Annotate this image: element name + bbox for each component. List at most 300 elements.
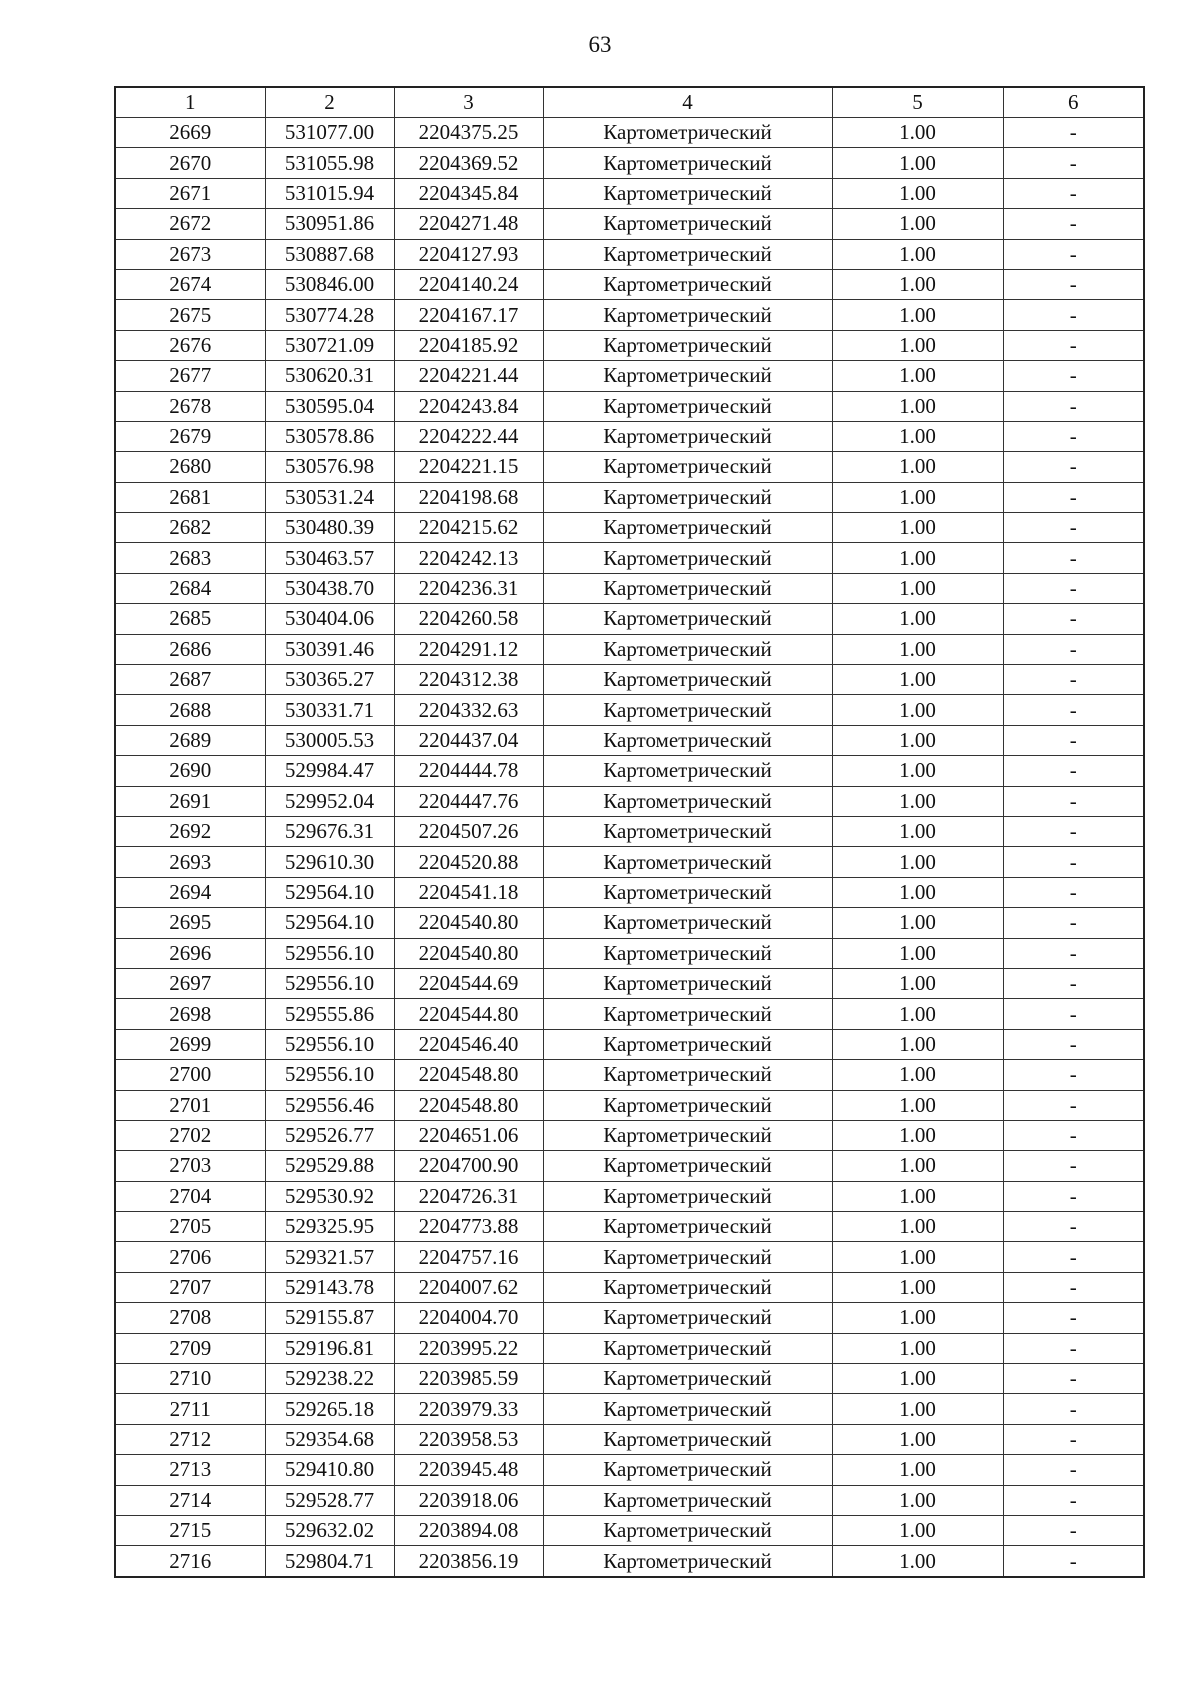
cell-note: - — [1003, 543, 1144, 573]
table-row — [115, 695, 1144, 725]
cell-point-number: 2682 — [115, 513, 265, 543]
cell-x-coordinate: 530887.68 — [265, 239, 394, 269]
column-header-6: 6 — [1003, 87, 1144, 118]
cell-point-number: 2673 — [115, 239, 265, 269]
table-row — [115, 665, 1144, 695]
cell-y-coordinate: 2204726.31 — [394, 1181, 543, 1211]
cell-note: - — [1003, 1090, 1144, 1120]
cell-y-coordinate: 2204437.04 — [394, 725, 543, 755]
table-row — [115, 908, 1144, 938]
cell-y-coordinate: 2204198.68 — [394, 482, 543, 512]
cell-x-coordinate: 529265.18 — [265, 1394, 394, 1424]
cell-x-coordinate: 529564.10 — [265, 877, 394, 907]
table-row — [115, 756, 1144, 786]
cell-x-coordinate: 530365.27 — [265, 665, 394, 695]
cell-method: Картометрический — [543, 1515, 832, 1545]
cell-x-coordinate: 529556.10 — [265, 1060, 394, 1090]
cell-accuracy: 1.00 — [832, 1515, 1003, 1545]
cell-x-coordinate: 529410.80 — [265, 1455, 394, 1485]
cell-note: - — [1003, 999, 1144, 1029]
cell-accuracy: 1.00 — [832, 877, 1003, 907]
cell-accuracy: 1.00 — [832, 665, 1003, 695]
cell-x-coordinate: 529555.86 — [265, 999, 394, 1029]
cell-method: Картометрический — [543, 239, 832, 269]
cell-y-coordinate: 2204291.12 — [394, 634, 543, 664]
table-row — [115, 1546, 1144, 1577]
cell-point-number: 2710 — [115, 1364, 265, 1394]
table-row — [115, 209, 1144, 239]
cell-accuracy: 1.00 — [832, 1181, 1003, 1211]
cell-x-coordinate: 529556.10 — [265, 1029, 394, 1059]
cell-note: - — [1003, 1060, 1144, 1090]
table-row — [115, 1181, 1144, 1211]
cell-note: - — [1003, 634, 1144, 664]
cell-note: - — [1003, 725, 1144, 755]
cell-x-coordinate: 529804.71 — [265, 1546, 394, 1577]
cell-x-coordinate: 529530.92 — [265, 1181, 394, 1211]
cell-x-coordinate: 530404.06 — [265, 604, 394, 634]
cell-method: Картометрический — [543, 1242, 832, 1272]
cell-accuracy: 1.00 — [832, 999, 1003, 1029]
cell-accuracy: 1.00 — [832, 938, 1003, 968]
cell-accuracy: 1.00 — [832, 1151, 1003, 1181]
table-row — [115, 148, 1144, 178]
cell-accuracy: 1.00 — [832, 1364, 1003, 1394]
cell-point-number: 2693 — [115, 847, 265, 877]
table-row — [115, 1029, 1144, 1059]
cell-method: Картометрический — [543, 1485, 832, 1515]
cell-note: - — [1003, 1181, 1144, 1211]
cell-y-coordinate: 2203995.22 — [394, 1333, 543, 1363]
cell-note: - — [1003, 300, 1144, 330]
cell-method: Картометрический — [543, 513, 832, 543]
cell-note: - — [1003, 269, 1144, 299]
table-row — [115, 573, 1144, 603]
cell-point-number: 2684 — [115, 573, 265, 603]
cell-y-coordinate: 2203985.59 — [394, 1364, 543, 1394]
cell-note: - — [1003, 1394, 1144, 1424]
cell-y-coordinate: 2204757.16 — [394, 1242, 543, 1272]
cell-method: Картометрический — [543, 1303, 832, 1333]
cell-y-coordinate: 2204332.63 — [394, 695, 543, 725]
table-row — [115, 1364, 1144, 1394]
cell-method: Картометрический — [543, 543, 832, 573]
cell-x-coordinate: 529526.77 — [265, 1120, 394, 1150]
cell-note: - — [1003, 1272, 1144, 1302]
cell-y-coordinate: 2204242.13 — [394, 543, 543, 573]
cell-note: - — [1003, 1151, 1144, 1181]
page-number: 63 — [588, 32, 612, 57]
cell-point-number: 2685 — [115, 604, 265, 634]
table-row — [115, 452, 1144, 482]
cell-x-coordinate: 530620.31 — [265, 361, 394, 391]
cell-point-number: 2674 — [115, 269, 265, 299]
cell-point-number: 2675 — [115, 300, 265, 330]
cell-method: Картометрический — [543, 209, 832, 239]
cell-note: - — [1003, 695, 1144, 725]
cell-x-coordinate: 530480.39 — [265, 513, 394, 543]
cell-x-coordinate: 529528.77 — [265, 1485, 394, 1515]
cell-x-coordinate: 530846.00 — [265, 269, 394, 299]
cell-method: Картометрический — [543, 1120, 832, 1150]
cell-point-number: 2711 — [115, 1394, 265, 1424]
cell-accuracy: 1.00 — [832, 908, 1003, 938]
cell-x-coordinate: 530595.04 — [265, 391, 394, 421]
cell-method: Картометрический — [543, 908, 832, 938]
cell-accuracy: 1.00 — [832, 1212, 1003, 1242]
table-row — [115, 1151, 1144, 1181]
cell-note: - — [1003, 816, 1144, 846]
cell-y-coordinate: 2204507.26 — [394, 816, 543, 846]
cell-y-coordinate: 2204700.90 — [394, 1151, 543, 1181]
cell-y-coordinate: 2203979.33 — [394, 1394, 543, 1424]
cell-accuracy: 1.00 — [832, 1272, 1003, 1302]
cell-note: - — [1003, 1424, 1144, 1454]
cell-x-coordinate: 530331.71 — [265, 695, 394, 725]
cell-accuracy: 1.00 — [832, 269, 1003, 299]
cell-x-coordinate: 530438.70 — [265, 573, 394, 603]
cell-accuracy: 1.00 — [832, 330, 1003, 360]
cell-point-number: 2716 — [115, 1546, 265, 1577]
cell-note: - — [1003, 148, 1144, 178]
cell-accuracy: 1.00 — [832, 1546, 1003, 1577]
cell-y-coordinate: 2204004.70 — [394, 1303, 543, 1333]
cell-note: - — [1003, 118, 1144, 148]
cell-x-coordinate: 531077.00 — [265, 118, 394, 148]
table-row — [115, 847, 1144, 877]
cell-y-coordinate: 2204221.44 — [394, 361, 543, 391]
cell-x-coordinate: 529556.10 — [265, 938, 394, 968]
table-row — [115, 361, 1144, 391]
cell-method: Картометрический — [543, 452, 832, 482]
cell-note: - — [1003, 968, 1144, 998]
column-header-1: 1 — [115, 87, 265, 118]
cell-accuracy: 1.00 — [832, 604, 1003, 634]
table-row — [115, 513, 1144, 543]
cell-accuracy: 1.00 — [832, 847, 1003, 877]
cell-y-coordinate: 2204651.06 — [394, 1120, 543, 1150]
table-row — [115, 1060, 1144, 1090]
cell-point-number: 2676 — [115, 330, 265, 360]
cell-x-coordinate: 529354.68 — [265, 1424, 394, 1454]
table-row — [115, 300, 1144, 330]
cell-y-coordinate: 2204222.44 — [394, 421, 543, 451]
table-row — [115, 816, 1144, 846]
table-row — [115, 1303, 1144, 1333]
cell-y-coordinate: 2204271.48 — [394, 209, 543, 239]
table-row — [115, 604, 1144, 634]
cell-accuracy: 1.00 — [832, 452, 1003, 482]
cell-accuracy: 1.00 — [832, 573, 1003, 603]
cell-x-coordinate: 530576.98 — [265, 452, 394, 482]
cell-y-coordinate: 2204140.24 — [394, 269, 543, 299]
cell-method: Картометрический — [543, 999, 832, 1029]
cell-method: Картометрический — [543, 725, 832, 755]
table-row — [115, 1120, 1144, 1150]
cell-accuracy: 1.00 — [832, 391, 1003, 421]
cell-x-coordinate: 529238.22 — [265, 1364, 394, 1394]
cell-method: Картометрический — [543, 1029, 832, 1059]
table-row — [115, 269, 1144, 299]
cell-point-number: 2678 — [115, 391, 265, 421]
cell-method: Картометрический — [543, 1394, 832, 1424]
cell-point-number: 2691 — [115, 786, 265, 816]
cell-accuracy: 1.00 — [832, 1394, 1003, 1424]
column-header-2: 2 — [265, 87, 394, 118]
coordinates-table — [114, 86, 1145, 1578]
table-row — [115, 1242, 1144, 1272]
cell-point-number: 2687 — [115, 665, 265, 695]
cell-method: Картометрический — [543, 1455, 832, 1485]
cell-point-number: 2671 — [115, 178, 265, 208]
table-row — [115, 938, 1144, 968]
cell-point-number: 2704 — [115, 1181, 265, 1211]
cell-method: Картометрический — [543, 604, 832, 634]
cell-point-number: 2699 — [115, 1029, 265, 1059]
table-row — [115, 968, 1144, 998]
cell-y-coordinate: 2204221.15 — [394, 452, 543, 482]
cell-point-number: 2695 — [115, 908, 265, 938]
cell-y-coordinate: 2204548.80 — [394, 1060, 543, 1090]
cell-point-number: 2697 — [115, 968, 265, 998]
cell-x-coordinate: 530391.46 — [265, 634, 394, 664]
cell-note: - — [1003, 604, 1144, 634]
cell-point-number: 2690 — [115, 756, 265, 786]
cell-x-coordinate: 529143.78 — [265, 1272, 394, 1302]
table-row — [115, 543, 1144, 573]
cell-point-number: 2703 — [115, 1151, 265, 1181]
cell-note: - — [1003, 482, 1144, 512]
cell-point-number: 2694 — [115, 877, 265, 907]
cell-x-coordinate: 529321.57 — [265, 1242, 394, 1272]
cell-note: - — [1003, 1242, 1144, 1272]
cell-method: Картометрический — [543, 634, 832, 664]
cell-x-coordinate: 530463.57 — [265, 543, 394, 573]
cell-point-number: 2696 — [115, 938, 265, 968]
table-body — [115, 118, 1144, 1577]
cell-accuracy: 1.00 — [832, 1424, 1003, 1454]
cell-accuracy: 1.00 — [832, 1485, 1003, 1515]
cell-note: - — [1003, 1029, 1144, 1059]
cell-accuracy: 1.00 — [832, 786, 1003, 816]
cell-note: - — [1003, 513, 1144, 543]
cell-x-coordinate: 529556.10 — [265, 968, 394, 998]
cell-y-coordinate: 2204312.38 — [394, 665, 543, 695]
table-row — [115, 391, 1144, 421]
cell-accuracy: 1.00 — [832, 1060, 1003, 1090]
cell-y-coordinate: 2204773.88 — [394, 1212, 543, 1242]
cell-point-number: 2686 — [115, 634, 265, 664]
cell-point-number: 2680 — [115, 452, 265, 482]
cell-x-coordinate: 530578.86 — [265, 421, 394, 451]
table-row — [115, 999, 1144, 1029]
cell-note: - — [1003, 1333, 1144, 1363]
cell-y-coordinate: 2204236.31 — [394, 573, 543, 603]
cell-accuracy: 1.00 — [832, 300, 1003, 330]
cell-note: - — [1003, 877, 1144, 907]
cell-accuracy: 1.00 — [832, 1090, 1003, 1120]
cell-method: Картометрический — [543, 1090, 832, 1120]
cell-point-number: 2713 — [115, 1455, 265, 1485]
cell-x-coordinate: 531055.98 — [265, 148, 394, 178]
cell-x-coordinate: 529676.31 — [265, 816, 394, 846]
cell-note: - — [1003, 330, 1144, 360]
cell-point-number: 2702 — [115, 1120, 265, 1150]
cell-note: - — [1003, 665, 1144, 695]
cell-method: Картометрический — [543, 1060, 832, 1090]
cell-point-number: 2706 — [115, 1242, 265, 1272]
cell-accuracy: 1.00 — [832, 421, 1003, 451]
table-row — [115, 1090, 1144, 1120]
table-row — [115, 118, 1144, 148]
cell-point-number: 2692 — [115, 816, 265, 846]
cell-accuracy: 1.00 — [832, 725, 1003, 755]
cell-method: Картометрический — [543, 1364, 832, 1394]
cell-x-coordinate: 530951.86 — [265, 209, 394, 239]
cell-y-coordinate: 2204544.80 — [394, 999, 543, 1029]
cell-point-number: 2688 — [115, 695, 265, 725]
cell-y-coordinate: 2204127.93 — [394, 239, 543, 269]
cell-method: Картометрический — [543, 968, 832, 998]
cell-accuracy: 1.00 — [832, 1242, 1003, 1272]
cell-note: - — [1003, 421, 1144, 451]
cell-method: Картометрический — [543, 269, 832, 299]
table-row — [115, 877, 1144, 907]
cell-note: - — [1003, 847, 1144, 877]
table-row — [115, 178, 1144, 208]
cell-y-coordinate: 2204546.40 — [394, 1029, 543, 1059]
cell-x-coordinate: 529325.95 — [265, 1212, 394, 1242]
table-row — [115, 1333, 1144, 1363]
cell-point-number: 2714 — [115, 1485, 265, 1515]
cell-method: Картометрический — [543, 665, 832, 695]
cell-y-coordinate: 2204447.76 — [394, 786, 543, 816]
cell-y-coordinate: 2204167.17 — [394, 300, 543, 330]
cell-point-number: 2709 — [115, 1333, 265, 1363]
cell-accuracy: 1.00 — [832, 1333, 1003, 1363]
cell-x-coordinate: 529564.10 — [265, 908, 394, 938]
cell-y-coordinate: 2204185.92 — [394, 330, 543, 360]
cell-accuracy: 1.00 — [832, 513, 1003, 543]
cell-y-coordinate: 2204540.80 — [394, 908, 543, 938]
cell-note: - — [1003, 1546, 1144, 1577]
table-row — [115, 482, 1144, 512]
cell-x-coordinate: 530005.53 — [265, 725, 394, 755]
cell-x-coordinate: 530721.09 — [265, 330, 394, 360]
column-header-3: 3 — [394, 87, 543, 118]
cell-accuracy: 1.00 — [832, 1303, 1003, 1333]
table-row — [115, 421, 1144, 451]
cell-note: - — [1003, 1485, 1144, 1515]
cell-point-number: 2681 — [115, 482, 265, 512]
cell-method: Картометрический — [543, 938, 832, 968]
cell-x-coordinate: 529632.02 — [265, 1515, 394, 1545]
column-header-4: 4 — [543, 87, 832, 118]
header-row — [115, 87, 1144, 118]
table-header — [115, 87, 1144, 118]
cell-x-coordinate: 529610.30 — [265, 847, 394, 877]
cell-note: - — [1003, 1455, 1144, 1485]
cell-method: Картометрический — [543, 300, 832, 330]
table-row — [115, 786, 1144, 816]
cell-accuracy: 1.00 — [832, 1029, 1003, 1059]
cell-y-coordinate: 2204375.25 — [394, 118, 543, 148]
cell-point-number: 2677 — [115, 361, 265, 391]
cell-method: Картометрический — [543, 1424, 832, 1454]
cell-y-coordinate: 2204540.80 — [394, 938, 543, 968]
cell-accuracy: 1.00 — [832, 482, 1003, 512]
cell-y-coordinate: 2204520.88 — [394, 847, 543, 877]
cell-y-coordinate: 2203856.19 — [394, 1546, 543, 1577]
column-header-5: 5 — [832, 87, 1003, 118]
cell-accuracy: 1.00 — [832, 1455, 1003, 1485]
cell-method: Картометрический — [543, 118, 832, 148]
cell-method: Картометрический — [543, 421, 832, 451]
cell-note: - — [1003, 908, 1144, 938]
cell-accuracy: 1.00 — [832, 361, 1003, 391]
cell-point-number: 2689 — [115, 725, 265, 755]
cell-point-number: 2715 — [115, 1515, 265, 1545]
cell-method: Картометрический — [543, 391, 832, 421]
cell-method: Картометрический — [543, 816, 832, 846]
cell-point-number: 2679 — [115, 421, 265, 451]
cell-accuracy: 1.00 — [832, 543, 1003, 573]
cell-accuracy: 1.00 — [832, 634, 1003, 664]
cell-note: - — [1003, 1515, 1144, 1545]
cell-point-number: 2712 — [115, 1424, 265, 1454]
cell-y-coordinate: 2204260.58 — [394, 604, 543, 634]
cell-x-coordinate: 531015.94 — [265, 178, 394, 208]
cell-accuracy: 1.00 — [832, 695, 1003, 725]
table-row — [115, 1424, 1144, 1454]
table-row — [115, 1272, 1144, 1302]
cell-method: Картометрический — [543, 178, 832, 208]
cell-method: Картометрический — [543, 1212, 832, 1242]
cell-accuracy: 1.00 — [832, 816, 1003, 846]
cell-point-number: 2700 — [115, 1060, 265, 1090]
cell-method: Картометрический — [543, 330, 832, 360]
cell-x-coordinate: 529529.88 — [265, 1151, 394, 1181]
cell-method: Картометрический — [543, 573, 832, 603]
cell-accuracy: 1.00 — [832, 239, 1003, 269]
cell-y-coordinate: 2204541.18 — [394, 877, 543, 907]
cell-note: - — [1003, 573, 1144, 603]
cell-point-number: 2669 — [115, 118, 265, 148]
cell-accuracy: 1.00 — [832, 118, 1003, 148]
cell-y-coordinate: 2204345.84 — [394, 178, 543, 208]
table-row — [115, 1485, 1144, 1515]
cell-accuracy: 1.00 — [832, 209, 1003, 239]
table-row — [115, 330, 1144, 360]
cell-note: - — [1003, 1120, 1144, 1150]
cell-y-coordinate: 2203958.53 — [394, 1424, 543, 1454]
cell-note: - — [1003, 1212, 1144, 1242]
table-row — [115, 1394, 1144, 1424]
cell-y-coordinate: 2204544.69 — [394, 968, 543, 998]
cell-accuracy: 1.00 — [832, 178, 1003, 208]
cell-note: - — [1003, 391, 1144, 421]
cell-y-coordinate: 2204369.52 — [394, 148, 543, 178]
cell-note: - — [1003, 786, 1144, 816]
cell-note: - — [1003, 756, 1144, 786]
cell-note: - — [1003, 1364, 1144, 1394]
cell-note: - — [1003, 239, 1144, 269]
cell-point-number: 2707 — [115, 1272, 265, 1302]
cell-method: Картометрический — [543, 482, 832, 512]
cell-x-coordinate: 530774.28 — [265, 300, 394, 330]
cell-note: - — [1003, 361, 1144, 391]
cell-note: - — [1003, 178, 1144, 208]
